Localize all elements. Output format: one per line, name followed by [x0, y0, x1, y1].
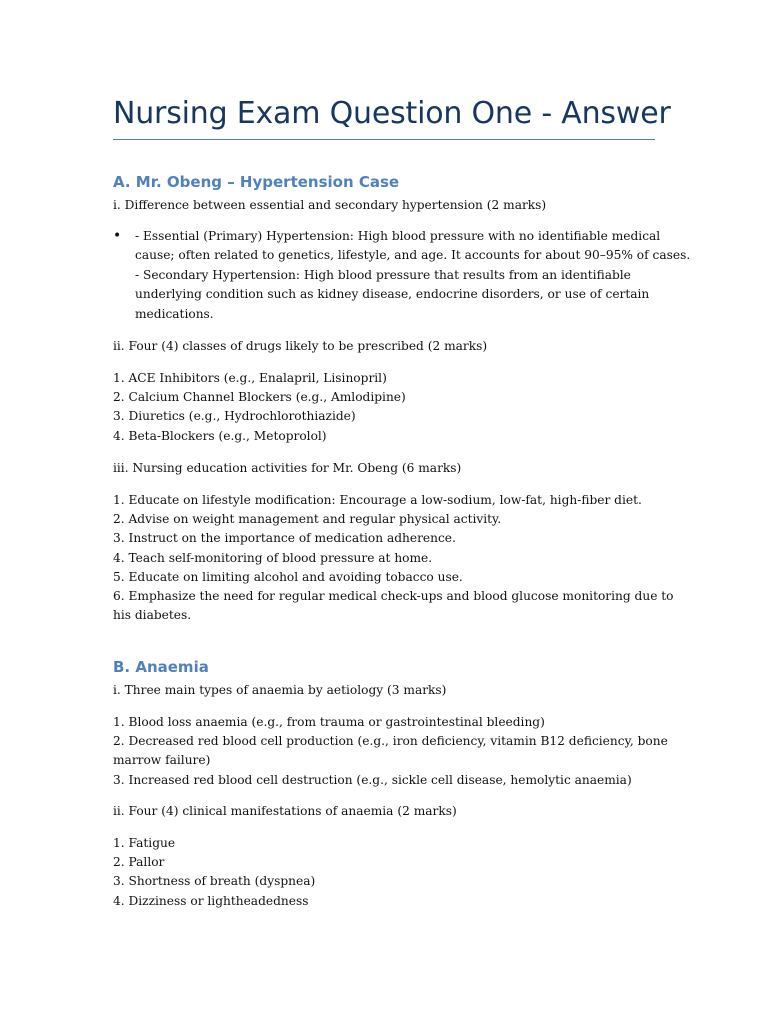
list-item: 3. Diuretics (e.g., Hydrochlorothiazide) [113, 409, 356, 424]
list-item: 2. Decreased red blood cell production (e.g., iron deficiency, vitamin B12 deficiency, bone [113, 734, 668, 749]
list-item: 2. Calcium Channel Blockers (e.g., Amlodipine) [113, 390, 406, 405]
section-b-question-1: i. Three main types of anaemia by aetiology (3 marks) [113, 683, 447, 697]
bullet-line: - Essential (Primary) Hypertension: High blood pressure with no identifiable medical [135, 229, 661, 243]
section-a-question-2: ii. Four (4) classes of drugs likely to be prescribed (2 marks) [113, 339, 488, 353]
clinical-manifestations-list [113, 834, 658, 911]
education-activities-list [113, 491, 674, 625]
bullet-dot-icon: • [113, 228, 122, 244]
list-item: 4. Teach self-monitoring of blood pressure at home. [113, 550, 433, 565]
document-title: Nursing Exam Question One - Answer [113, 96, 671, 131]
drug-classes-list [113, 369, 658, 446]
list-item: 3. Increased red blood cell destruction (e.g., sickle cell disease, hemolytic anaemia) [113, 772, 632, 787]
list-item: 2. Advise on weight management and regular physical activity. [113, 512, 502, 527]
list-item: 6. Emphasize the need for regular medical check-ups and blood glucose monitoring due to [113, 589, 674, 604]
list-item: marrow failure) [113, 753, 211, 768]
section-a-question-1: i. Difference between essential and secondary hypertension (2 marks) [113, 198, 547, 212]
section-b-question-2: ii. Four (4) clinical manifestations of anaemia (2 marks) [113, 804, 457, 818]
bullet-line: medications. [135, 306, 214, 321]
bullet-line: - Secondary Hypertension: High blood pressure that results from an identifiable [135, 267, 631, 282]
list-item: 1. ACE Inhibitors (e.g., Enalapril, Lisinopril) [113, 371, 387, 385]
list-item: 4. Beta-Blockers (e.g., Metoprolol) [113, 428, 327, 443]
anaemia-types-list [113, 713, 668, 790]
list-item: his diabetes. [113, 608, 192, 623]
list-item: 1. Educate on lifestyle modification: Encourage a low-sodium, low-fat, high-fiber diet. [113, 493, 642, 507]
list-item: 3. Shortness of breath (dyspnea) [113, 874, 316, 889]
list-item: 4. Dizziness or lightheadedness [113, 893, 309, 908]
list-item: 2. Pallor [113, 855, 165, 870]
list-item: 5. Educate on limiting alcohol and avoiding tobacco use. [113, 569, 463, 584]
list-item: 1. Blood loss anaemia (e.g., from trauma or gastrointestinal bleeding) [113, 715, 545, 729]
list-item: 1. Fatigue [113, 836, 176, 850]
list-item: 3. Instruct on the importance of medication adherence. [113, 531, 456, 546]
bullet-text [135, 227, 691, 324]
section-a-heading: A. Mr. Obeng – Hypertension Case [113, 173, 400, 191]
bullet-line: cause; often related to genetics, lifestyle, and age. It accounts for about 90–95% of cases. [135, 248, 691, 263]
section-a-question-3: iii. Nursing education activities for Mr. Obeng (6 marks) [113, 461, 462, 475]
section-b-heading: B. Anaemia [113, 658, 209, 676]
title-underline [113, 139, 655, 140]
bullet-line: underlying condition such as kidney disease, endocrine disorders, or use of certain [135, 287, 650, 302]
